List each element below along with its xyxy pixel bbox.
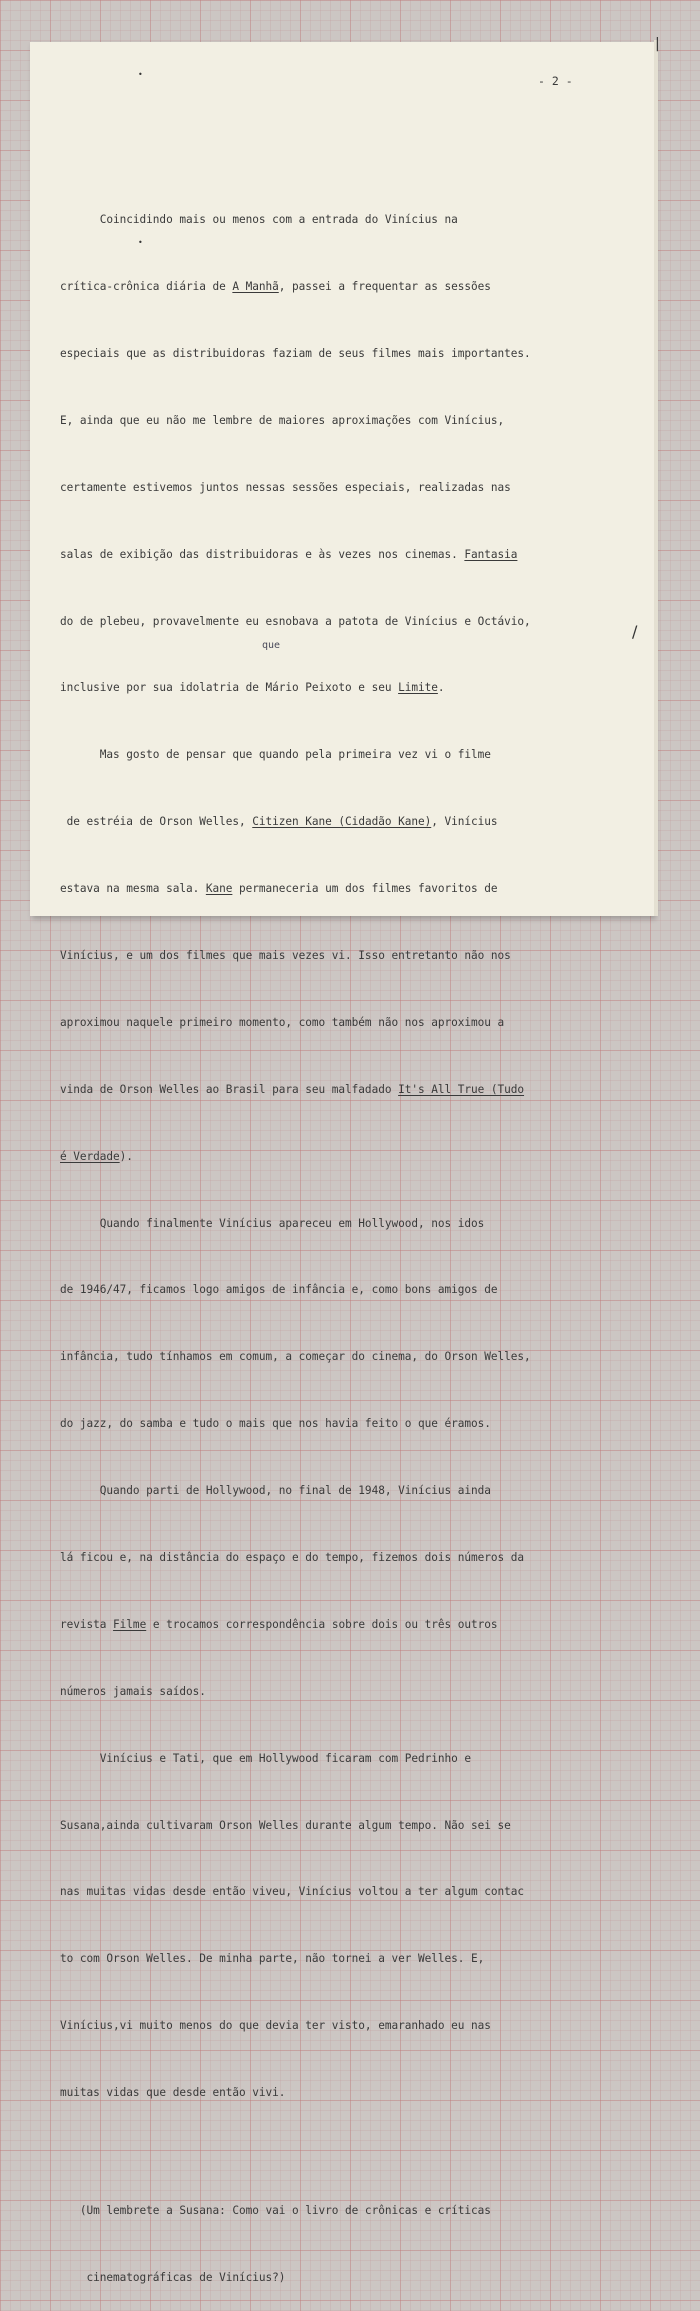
body-line: Mas gosto de pensar que quando pela primeira vez vi o filme (60, 748, 491, 762)
body-line: infância, tudo tínhamos em comum, a começar do cinema, do Orson Welles, (60, 1350, 531, 1364)
body-line: Quando parti de Hollywood, no final de 1948, Vinícius ainda (60, 1484, 491, 1498)
dot-mark: • (138, 238, 143, 247)
body-line: E, ainda que eu não me lembre de maiores aproximações com Vinícius, (60, 413, 505, 427)
body-line: lá ficou e, na distância do espaço e do tempo, fizemos dois números da (60, 1551, 525, 1564)
handwritten-slash: / (632, 622, 638, 641)
body-line: do de plebeu, provavelmente eu esnobava a patota de Vinícius e Octávio, (60, 614, 531, 628)
body-line: revista Filme e trocamos correspondência sobre dois ou três outros (60, 1617, 498, 1631)
page-number: - 2 - (538, 74, 573, 88)
body-line: nas muitas vidas desde então viveu, Vinícius voltou a ter algum contac (60, 1885, 525, 1899)
body-line: salas de exibição das distribuidoras e às vezes nos cinemas. Fantasia (60, 547, 518, 561)
body-line: especiais que as distribuidoras faziam de seus filmes mais importantes. (60, 346, 531, 360)
note-line: (Um lembrete a Susana: Como vai o livro de crônicas e críticas (60, 2203, 491, 2217)
body-line: certamente estivemos juntos nessas sessões especiais, realizadas nas (60, 480, 511, 494)
body-line: Vinícius, e um dos filmes que mais vezes vi. Isso entretanto não nos (60, 948, 511, 962)
body-line: de estréia de Orson Welles, Citizen Kane (Cidadão Kane), Vinícius (60, 815, 498, 829)
body-line: vinda de Orson Welles ao Brasil para seu malfadado It's All True (Tudo (60, 1082, 525, 1096)
handwritten-insertion: que (262, 640, 281, 651)
body-line: to com Orson Welles. De minha parte, não tornei a ver Welles. E, (60, 1952, 485, 1966)
body-line: estava na mesma sala. Kane permaneceria um dos filmes favoritos de (60, 882, 498, 896)
body-line: números jamais saídos. (60, 1684, 206, 1698)
body-line: Vinícius e Tati, que em Hollywood ficaram com Pedrinho e (60, 1751, 471, 1765)
paper-edge (654, 40, 658, 916)
body-line: é Verdade). (60, 1149, 133, 1163)
body-line: Susana,ainda cultivaram Orson Welles durante algum tempo. Não sei se (60, 1818, 511, 1832)
body-line: crítica-crônica diária de A Manhã, passei a frequentar as sessões (60, 280, 491, 294)
body-line: de 1946/47, ficamos logo amigos de infância e, como bons amigos de (60, 1283, 498, 1297)
body-line: Vinícius,vi muito menos do que devia ter visto, emaranhado eu nas (60, 2019, 491, 2033)
note-line: cinematográficas de Vinícius?) (60, 2270, 286, 2284)
body-line: aproximou naquele primeiro momento, como também não nos aproximou a (60, 1015, 505, 1029)
body-line: Coincidindo mais ou menos com a entrada do Vinícius na (60, 213, 458, 227)
body-line: do jazz, do samba e tudo o mais que nos havia feito o que éramos. (60, 1417, 491, 1431)
page-edge-tick: | (655, 36, 660, 52)
dot-mark: • (138, 70, 143, 79)
typed-body (60, 60, 650, 2311)
body-line: inclusive por sua idolatria de Mário Peixoto e seu Limite. (60, 681, 445, 695)
body-line: muitas vidas que desde então vivi. (60, 2086, 286, 2100)
body-line: Quando finalmente Vinícius apareceu em Hollywood, nos idos (60, 1216, 485, 1230)
